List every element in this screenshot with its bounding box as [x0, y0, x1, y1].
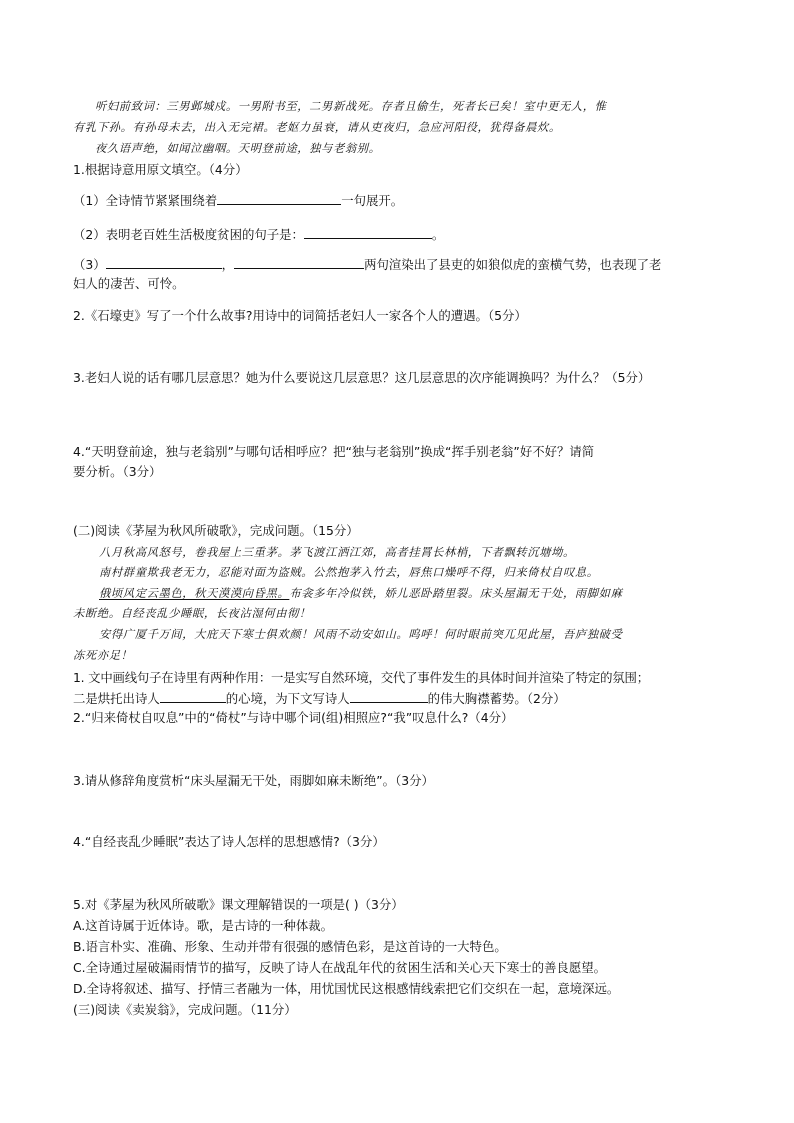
s2-q1-line2: [73, 690, 566, 707]
q3-text: 3.老妇人说的话有哪几层意思？她为什么要说这几层意思？这几层意思的次序能调换吗？为什么？（5分）: [73, 370, 651, 385]
poem2-line5: 安得广厦千万间，大庇天下寒士俱欢颜！风雨不动安如山。呜呼！何时眼前突兀见此屋，吾庐独破受: [99, 628, 623, 641]
poem2-line1: 八月秋高风怒号，卷我屋上三重茅。茅飞渡江洒江郊，高者挂罥长林梢，下者飘转沉塘坳。: [99, 546, 575, 559]
section2-title: (二)阅读《茅屋为秋风所破歌》，完成问题。（15分）: [73, 523, 359, 538]
q1-sub1-prefix: （1）全诗情节紧紧围绕着: [73, 193, 218, 208]
q4-line1: 4.“天明登前途，独与老翁别”与哪句话相呼应？把“独与老翁别”换成“挥手别老翁”好不好？请简: [73, 444, 595, 459]
poem2-line3-rest: 布衾多年冷似铁，娇儿恶卧踏里裂。床头屋漏无干处，雨脚如麻: [289, 587, 623, 600]
s2-q2-text: 2.“归来倚杖自叹息”中的“倚杖”与诗中哪个词(组)相照应?“我”叹息什么?（4分）: [73, 710, 514, 725]
q4-line2: 要分析。（3分）: [73, 464, 162, 479]
s2-q1-prefix: 二是烘托出诗人: [73, 691, 160, 706]
q1-sub2-suffix: 。: [431, 227, 445, 242]
poem2-line2: 南村群童欺我老无力，忍能对面为盗贼。公然抱茅入竹去，唇焦口燥呼不得，归来倚杖自叹息。: [99, 566, 599, 579]
s2-q1-suffix: 的伟大胸襟蓄势。（2分）: [427, 691, 566, 706]
s2-q5-text: 5.对《茅屋为秋风所破歌》课文理解错误的一项是( )（3分）: [73, 897, 404, 912]
poem1-line3: 夜久语声绝，如闻泣幽咽。天明登前途，独与老翁别。: [95, 142, 381, 155]
q1-sub1-blank[interactable]: [217, 192, 341, 205]
option-b: B.语言朴实、准确、形象、生动并带有很强的感情色彩，是这首诗的一大特色。: [73, 939, 507, 954]
poem2-line4: 未断绝。自经丧乱少睡眠，长夜沾湿何由彻！: [73, 607, 311, 620]
poem1-line1: 听妇前致词：三男邺城戍。一男附书至，二男新战死。存者且偷生，死者长已矣！室中更无人，惟: [95, 100, 607, 113]
q2-text: 2.《石壕吏》写了一个什么故事?用诗中的词简括老妇人一家各个人的遭遇。（5分）: [73, 308, 527, 323]
s2-q1-mid: 的心境，为下文写诗人: [225, 691, 350, 706]
poem2-line6: 冻死亦足！: [73, 649, 133, 662]
option-c: C.全诗通过屋破漏雨情节的描写，反映了诗人在战乱年代的贫困生活和关心天下寒士的善良愿望。: [73, 960, 606, 975]
poem2-line3: [99, 586, 622, 602]
q1-sub3-line2: 妇人的凄苦、可怜。: [73, 276, 185, 291]
q1-sub3-prefix: （3）: [73, 257, 106, 272]
s2-q1-line1: 1. 文中画线句子在诗里有两种作用：一是实写自然环境，交代了事件发生的具体时间并渲染了特定的氛围；: [73, 670, 649, 685]
s2-q3-text: 3.请从修辞角度赏析“床头屋漏无干处，雨脚如麻未断绝”。（3分）: [73, 773, 434, 788]
section3-title: (三)阅读《卖炭翁》，完成问题。（11分）: [73, 1002, 297, 1017]
s2-q4-text: 4.“自经丧乱少睡眠”表达了诗人怎样的思想感情?（3分）: [73, 834, 385, 849]
option-a: A.这首诗属于近体诗。歌，是古诗的一种体裁。: [73, 918, 334, 933]
s2-q1-blank1[interactable]: [160, 690, 226, 703]
poem1-line2: 有乳下孙。有孙母未去，出入无完裙。老妪力虽衰，请从吏夜归，急应河阳役，犹得备晨炊。: [73, 121, 561, 134]
q1-sub2-prefix: （2）表明老百姓生活极度贫困的句子是：: [73, 227, 304, 242]
q1-sub1-suffix: 一句展开。: [341, 193, 404, 208]
q1-sub3-comma: ，: [221, 257, 235, 272]
q1-sub3-suffix: 两句渲染出了县吏的如狼似虎的蛮横气势，也表现了老: [364, 257, 662, 272]
q1-sub3-blank1[interactable]: [106, 256, 222, 269]
option-d: D.全诗将叙述、描写、抒情三者融为一体，用忧国忧民这根感情线索把它们交织在一起，意境深远。: [73, 981, 620, 996]
q1-sub2: [73, 226, 444, 243]
q1-sub1: [73, 192, 403, 209]
q1-sub3: [73, 256, 661, 273]
underlined-sentence: 俄顷风定云墨色，秋天漠漠向昏黑。: [99, 587, 290, 600]
q1-sub3-blank2[interactable]: [234, 256, 364, 269]
s2-q1-blank2[interactable]: [350, 690, 428, 703]
q1-title: 1.根据诗意用原文填空。（4分）: [73, 162, 248, 177]
q1-sub2-blank[interactable]: [304, 226, 432, 239]
